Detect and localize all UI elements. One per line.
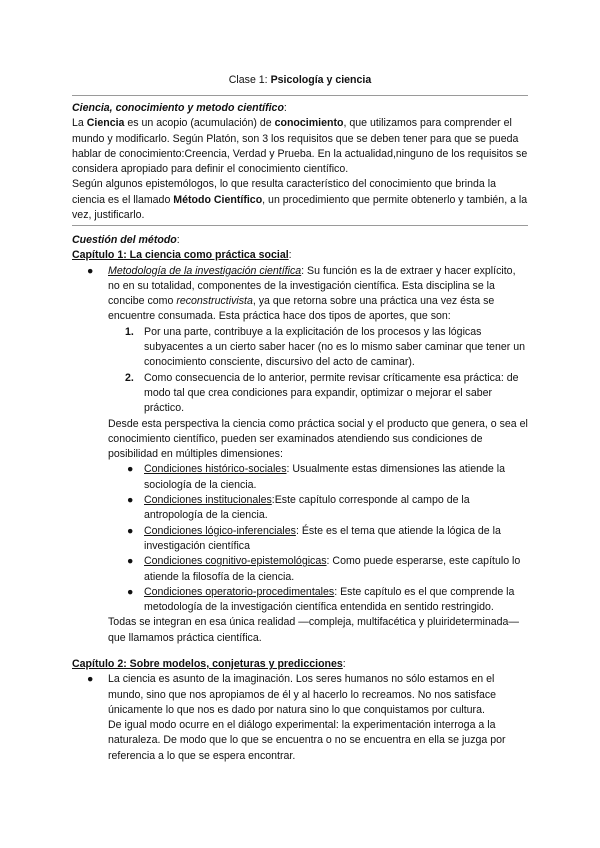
- chapter-title: Capítulo 2: Sobre modelos, conjeturas y predicciones:: [72, 658, 346, 670]
- paragraph: La Ciencia es un acopio (acumulación) de conocimiento, que utilizamos para comprender el mundo y modificarlo. Según Platón, son 3 los requisitos que se deben tener para que se pueda hablar de conocimiento:Creencia, Verdad y Prueba. En la actualidad,ninguno de los requisitos se considera apropiado para definir el conocimiento científico.: [72, 117, 528, 176]
- page-title: Clase 1: Psicología y ciencia: [228, 74, 372, 86]
- numbered-item: 2. Como consecuencia de lo anterior, permite revisar críticamente esa práctica: de modo tal que crea condiciones para expandir, optimizar o mejorar el saber práctico.: [125, 371, 519, 415]
- bullet-icon: ●: [127, 524, 134, 537]
- list-item: ● Condiciones institucionales:Este capítulo corresponde al campo de la antropología de la ciencia.: [127, 494, 470, 522]
- chapter-title: Capítulo 1: La ciencia como práctica social:: [72, 249, 292, 262]
- divider: [72, 225, 528, 226]
- divider: [72, 95, 528, 96]
- numbered-item: 1. Por una parte, contribuye a la explicitación de los procesos y las lógicas subyacentes a un cierto saber hacer (no es lo mismo saber caminar que tener un conocimiento consciente, discursivo del acto de caminar).: [125, 325, 525, 369]
- paragraph: Desde esta perspectiva la ciencia como práctica social y el producto que genera, o sea el conocimiento científico, pueden ser examinados atendiendo sus condiciones de posibilidad en múltiples dimensiones:: [108, 417, 528, 461]
- bullet-icon: ●: [87, 673, 94, 686]
- bullet-icon: ●: [127, 555, 134, 568]
- term-link: Metodología de la investigación científica: [108, 264, 302, 277]
- list-item: ● La ciencia es asunto de la imaginación. Los seres humanos no sólo estamos en el mundo, sino que nos apropiamos de él y al hacerlo lo recreamos. No nos satisface únicamente lo que nos es dado por natura sino lo que conquistamos por cultura. De igual modo ocurre en el diálogo experimental: la experimentación interroga a la naturaleza. De modo que lo que se encuentra o no se encuentra en ella se juzga por referencia a lo que se espera encontrar.: [87, 673, 506, 762]
- section-heading: Cuestión del método:: [72, 234, 180, 246]
- paragraph: Todas se integran en esa única realidad —compleja, multifacética y pluirideterminada— que llamamos práctica científica.: [108, 616, 520, 644]
- section-heading: Ciencia, conocimiento y metodo científico:: [72, 102, 287, 114]
- list-item: ● Condiciones histórico-sociales: Usualmente estas dimensiones las atiende la sociología de la ciencia.: [127, 463, 505, 491]
- chapter-2: [72, 657, 528, 764]
- bullet-icon: ●: [127, 494, 134, 507]
- section-ciencia: [72, 101, 528, 223]
- section-metodo: [72, 233, 528, 646]
- list-item: ● Condiciones lógico-inferenciales: Éste es el tema que atiende la lógica de la investigación científica: [127, 524, 501, 552]
- bullet-icon: ●: [87, 264, 94, 277]
- list-item: ● Condiciones cognitivo-epistemológicas: Como puede esperarse, este capítulo lo atiende la filosofía de la ciencia.: [127, 555, 521, 583]
- list-item: ● Metodología de la investigación científica: Su función es la de extraer y hacer explícito, no en su totalidad, componentes de la investigación científica. Esta disciplina se la concibe como reconstructivista, ya que retorna sobre una práctica una vez ésta se encuentre consumada. Esta práctica hace dos tipos de aportes, que son:: [87, 264, 516, 323]
- paragraph: Según algunos epistemólogos, lo que resulta característico del conocimiento que brinda la ciencia es el llamado Método Científico, un procedimiento que permite obtenerlo y también, a la vez, justificarlo.: [72, 178, 528, 222]
- bullet-icon: ●: [127, 463, 134, 476]
- bullet-icon: ●: [127, 585, 134, 598]
- list-item: ● Condiciones operatorio-procedimentales: Este capítulo es el que comprende la metodología de la investigación científica entendida en sentido restringido.: [127, 585, 515, 614]
